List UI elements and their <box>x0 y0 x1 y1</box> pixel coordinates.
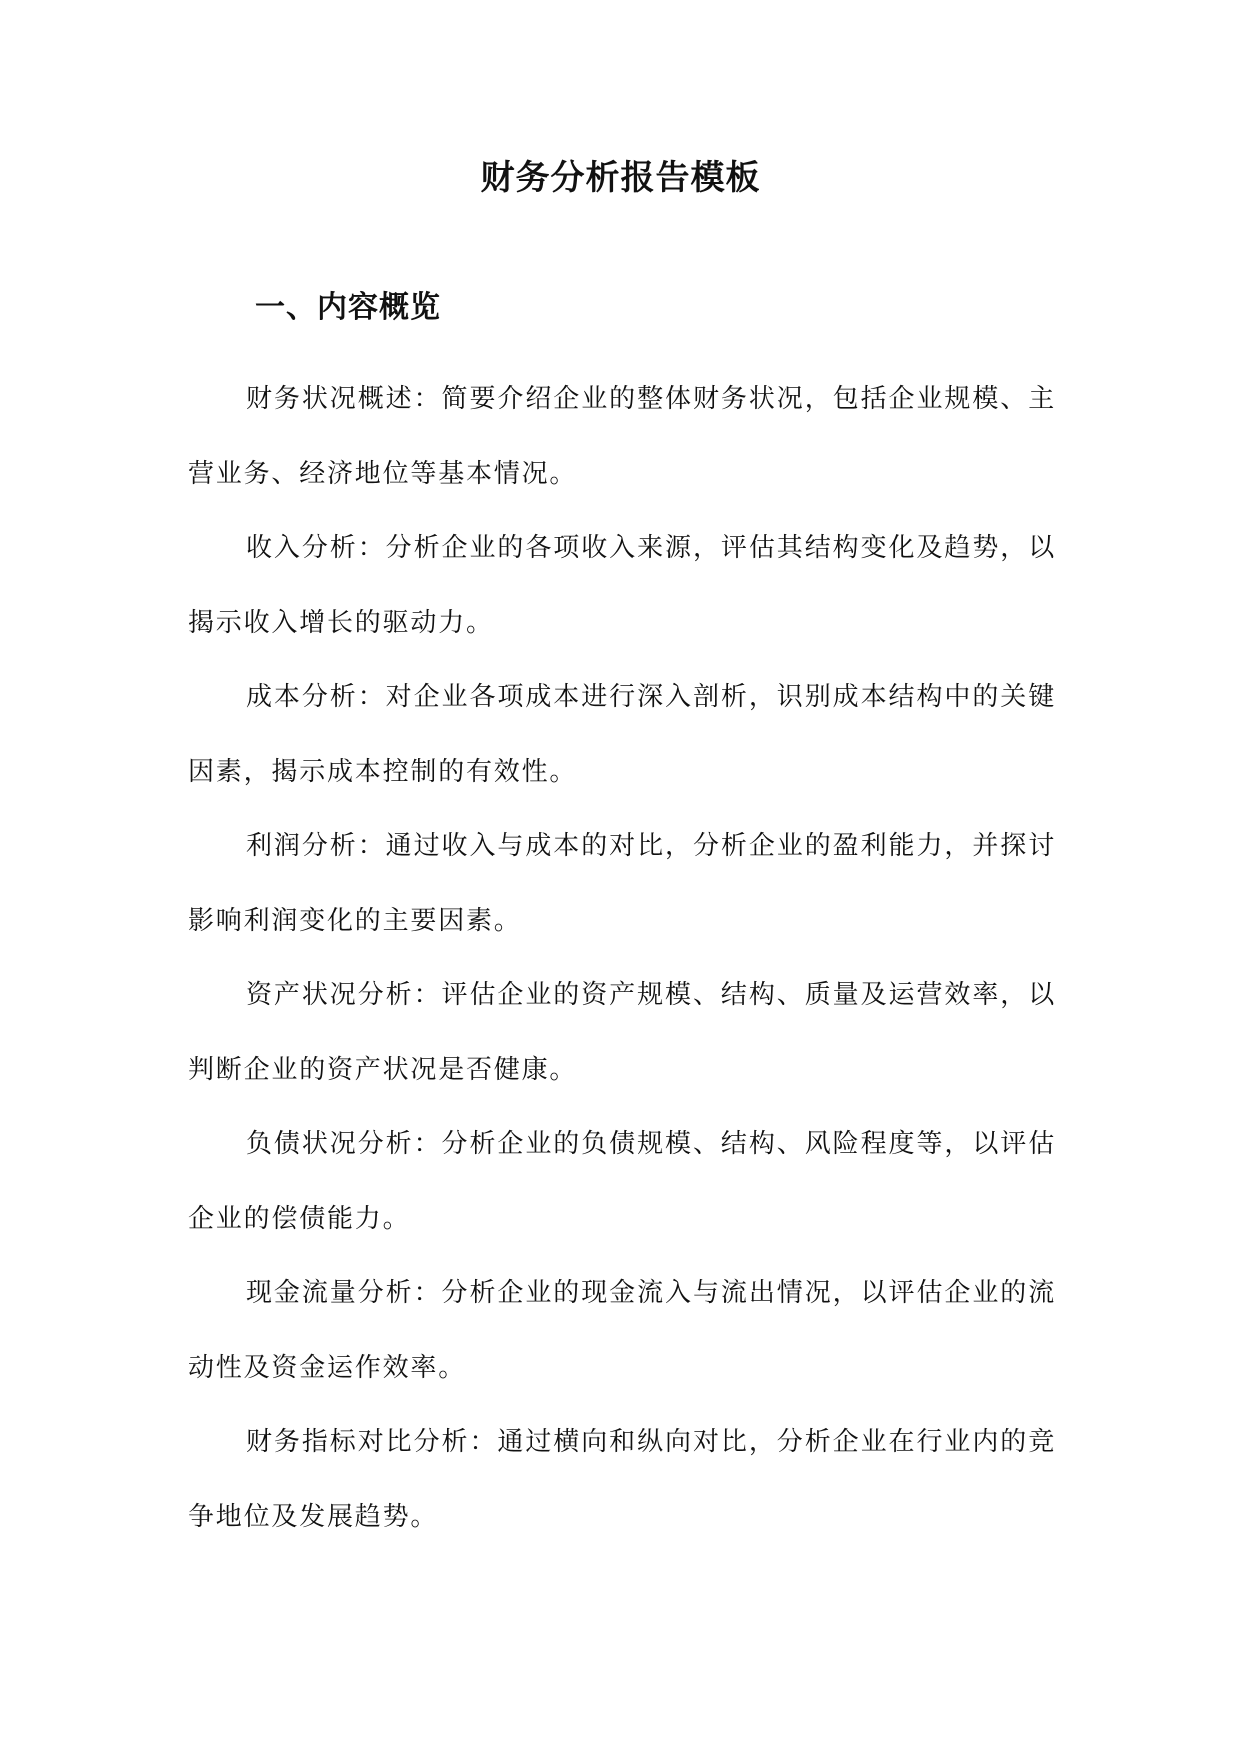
paragraph-revenue-analysis: 收入分析：分析企业的各项收入来源，评估其结构变化及趋势，以揭示收入增长的驱动力。 <box>188 533 1056 638</box>
document-body <box>188 362 1056 1554</box>
paragraph-asset-analysis: 资产状况分析：评估企业的资产规模、结构、质量及运营效率，以判断企业的资产状况是否健康。 <box>188 980 1056 1085</box>
paragraph-indicator-comparison: 财务指标对比分析：通过横向和纵向对比，分析企业在行业内的竞争地位及发展趋势。 <box>188 1427 1056 1532</box>
section-heading: 一、内容概览 <box>255 290 441 325</box>
paragraph-liability-analysis: 负债状况分析：分析企业的负债规模、结构、风险程度等，以评估企业的偿债能力。 <box>188 1129 1056 1234</box>
document-title: 财务分析报告模板 <box>480 158 761 198</box>
paragraph-financial-overview: 财务状况概述：简要介绍企业的整体财务状况，包括企业规模、主营业务、经济地位等基本情况。 <box>188 384 1056 489</box>
paragraph-cost-analysis: 成本分析：对企业各项成本进行深入剖析，识别成本结构中的关键因素，揭示成本控制的有效性。 <box>188 682 1056 787</box>
paragraph-profit-analysis: 利润分析：通过收入与成本的对比，分析企业的盈利能力，并探讨影响利润变化的主要因素。 <box>188 831 1056 936</box>
paragraph-cashflow-analysis: 现金流量分析：分析企业的现金流入与流出情况，以评估企业的流动性及资金运作效率。 <box>188 1278 1056 1383</box>
